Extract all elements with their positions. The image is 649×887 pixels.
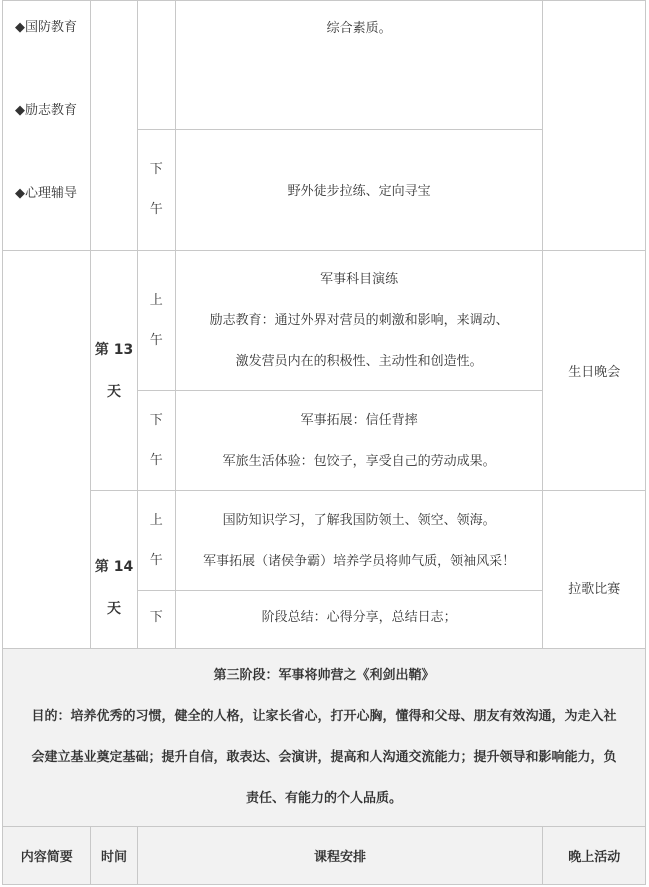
- half-day-label: 下: [137, 591, 175, 685]
- half-day-label: 下 午: [137, 129, 175, 251]
- list-item: ◆心理辅导: [15, 186, 77, 201]
- course-cell: [175, 1, 543, 130]
- evening-activity: 拉歌比赛: [543, 491, 646, 685]
- content-summary-blank: [3, 251, 91, 685]
- content-summary-list: [3, 1, 91, 251]
- stage-goal: 目的：培养优秀的习惯，健全的人格，让家长省心，打开心胸，懂得和父母、朋友有效沟通，为走入社 会建立基业奠定基础；提升自信，敢表达、会演讲，提高和人沟通交流能力；提升领导和影响能力，负 责任、有能力的个人品质。: [31, 709, 617, 806]
- stage-table: [2, 648, 646, 885]
- list-item: ◆国防教育: [15, 20, 77, 35]
- course-cell: 军事拓展：信任背摔 军旅生活体验：包饺子，享受自己的劳动成果。: [175, 391, 543, 491]
- header-content: 内容简要: [3, 827, 91, 885]
- half-day-label: 下 午: [137, 391, 175, 491]
- course-cell: 国防知识学习，了解我国防领土、领空、领海。 军事拓展（诸侯争霸）培养学员将帅气质，领袖风采！: [175, 491, 543, 591]
- day-label: 第 14 天: [91, 491, 137, 685]
- schedule-table: [2, 0, 646, 685]
- stage-title: 第三阶段：军事将帅营之《利剑出鞘》: [213, 668, 435, 683]
- header-evening: 晚上活动: [543, 827, 646, 885]
- day-cell-continued: [91, 1, 137, 251]
- evening-activity: 生日晚会: [543, 251, 646, 491]
- header-time: 时间: [91, 827, 137, 885]
- stage-block: [3, 649, 646, 827]
- list-item: ◆励志教育: [15, 103, 77, 118]
- course-cell: 阶段总结：心得分享，总结日志；: [175, 591, 543, 685]
- course-text: 野外徒步拉练、定向寻宝: [287, 184, 431, 200]
- day-label: 第 13 天: [91, 251, 137, 491]
- header-schedule: 课程安排: [137, 827, 543, 885]
- course-cell: 军事科目演练 励志教育：通过外界对营员的刺激和影响，来调动、 激发营员内在的积极性、主动性和创造性。: [175, 251, 543, 391]
- half-day-label: 上 午: [137, 491, 175, 591]
- half-day-label: 上 午: [137, 251, 175, 391]
- course-text: 综合素质。: [326, 21, 392, 36]
- evening-cell-empty: [543, 1, 646, 251]
- half-day-cell-empty: [137, 1, 175, 130]
- course-cell: [175, 129, 543, 251]
